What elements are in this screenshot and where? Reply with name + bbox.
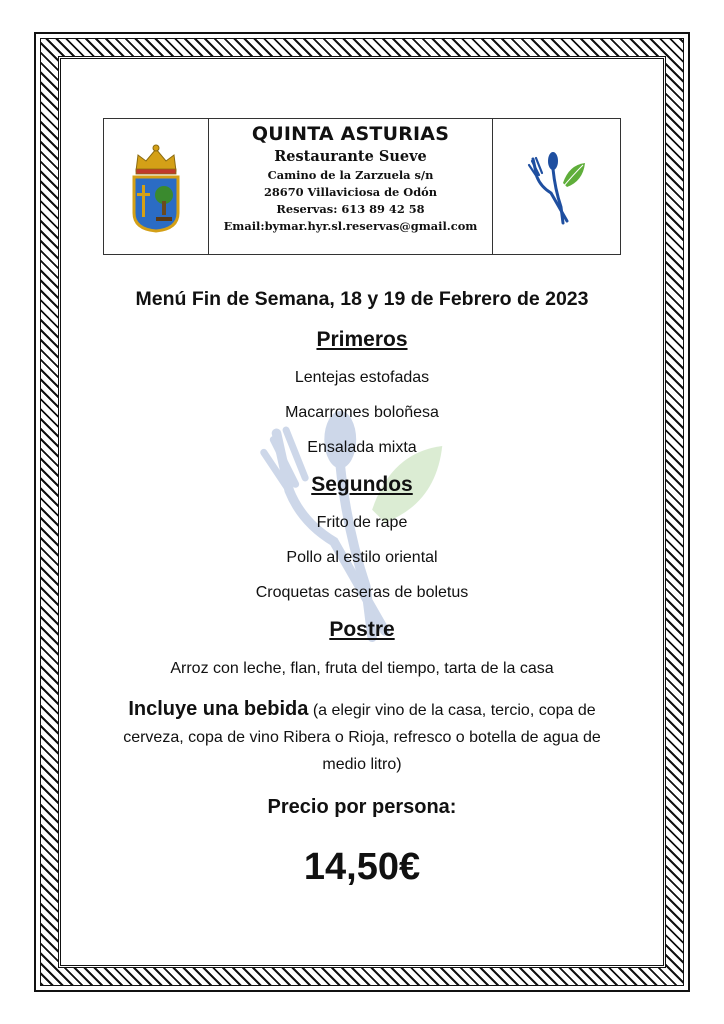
price-label: Precio por persona:: [267, 796, 457, 818]
header-left-cell: [104, 119, 209, 254]
restaurant-city: 28670 Villaviciosa de Odón: [263, 185, 438, 199]
drink-note: [108, 696, 616, 778]
header-info-cell: [209, 119, 493, 254]
header-right-cell: [493, 119, 620, 254]
dish-item: Pollo al estilo oriental: [286, 549, 438, 566]
header-box: [103, 118, 621, 255]
restaurant-name: QUINTA ASTURIAS: [251, 123, 450, 145]
restaurant-email: Email:bymar.hyr.sl.reservas@gmail.com: [223, 219, 478, 233]
dessert-text: Arroz con leche, flan, fruta del tiempo, tarta de la casa: [170, 660, 554, 677]
dish-item: Croquetas caseras de boletus: [255, 584, 469, 601]
section-primeros-heading: Primeros: [316, 328, 408, 351]
restaurant-address: Camino de la Zarzuela s/n: [267, 168, 434, 182]
restaurant-phone: Reservas: 613 89 42 58: [276, 202, 425, 216]
coat-of-arms-icon: [128, 141, 184, 233]
menu-content: [70, 278, 654, 890]
drink-note-text: (a elegir vino de la casa, tercio, copa de cerveza, copa de vino Ribera o Rioja, refresco o botella de agua de medio litro): [123, 702, 601, 773]
section-postre-heading: Postre: [329, 618, 395, 641]
dish-item: Macarrones boloñesa: [285, 404, 439, 421]
dish-item: Ensalada mixta: [307, 439, 417, 456]
section-segundos-heading: Segundos: [311, 473, 413, 496]
dish-item: Frito de rape: [316, 514, 408, 531]
dish-item: Lentejas estofadas: [294, 369, 430, 386]
fork-spoon-leaf-logo-icon: [527, 147, 587, 227]
restaurant-subtitle: Restaurante Sueve: [274, 148, 427, 165]
drink-note-bold: Incluye una bebida: [128, 698, 309, 720]
price-value: 14,50€: [303, 846, 421, 888]
menu-title: Menú Fin de Semana, 18 y 19 de Febrero de 2023: [135, 288, 589, 310]
